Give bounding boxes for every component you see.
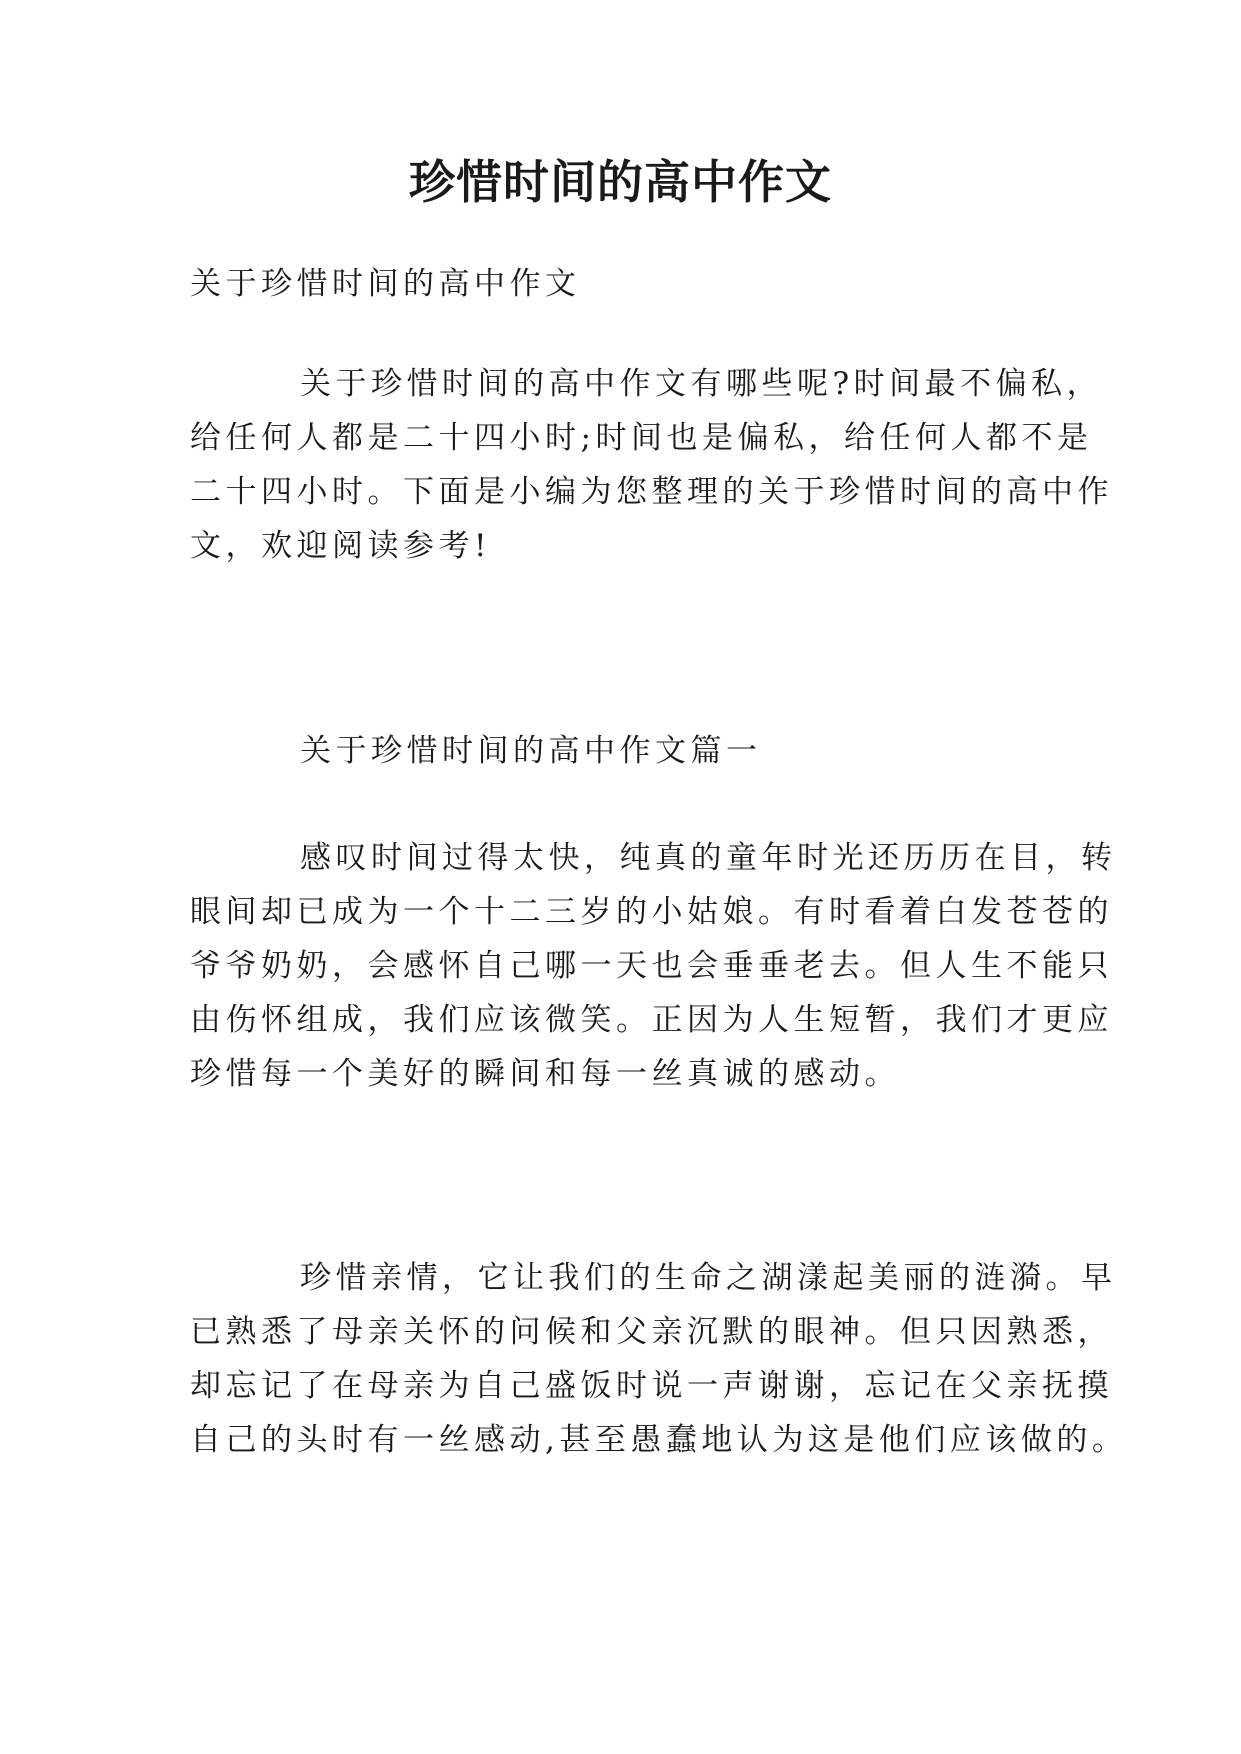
paragraph2-line: 珍惜亲情，它让我们的生命之湖漾起美丽的涟漪。早 bbox=[300, 1260, 1117, 1296]
paragraph1-line: 爷爷奶奶，会感怀自己哪一天也会垂垂老去。但人生不能只 bbox=[190, 948, 1113, 984]
document-title: 珍惜时间的高中作文 bbox=[409, 155, 832, 209]
paragraph2-line: 已熟悉了母亲关怀的问候和父亲沉默的眼神。但只因熟悉， bbox=[190, 1314, 1113, 1350]
paragraph2-line: 却忘记了在母亲为自己盛饭时说一声谢谢，忘记在父亲抚摸 bbox=[190, 1368, 1113, 1404]
paragraph1-line: 珍惜每一个美好的瞬间和每一丝真诚的感动。 bbox=[190, 1056, 900, 1092]
paragraph1-line: 眼间却已成为一个十二三岁的小姑娘。有时看着白发苍苍的 bbox=[190, 894, 1113, 930]
intro-line: 给任何人都是二十四小时;时间也是偏私，给任何人都不是 bbox=[190, 420, 1093, 456]
intro-line: 关于珍惜时间的高中作文有哪些呢?时间最不偏私， bbox=[300, 366, 1103, 402]
intro-line: 二十四小时。下面是小编为您整理的关于珍惜时间的高中作 bbox=[190, 474, 1113, 510]
paragraph2-line: 自己的头时有一丝感动,甚至愚蠢地认为这是他们应该做的。 bbox=[190, 1422, 1128, 1458]
document-subtitle: 关于珍惜时间的高中作文 bbox=[190, 266, 581, 302]
intro-line: 文，欢迎阅读参考! bbox=[190, 528, 491, 564]
paragraph1-line: 感叹时间过得太快，纯真的童年时光还历历在目，转 bbox=[300, 840, 1117, 876]
section-heading: 关于珍惜时间的高中作文篇一 bbox=[300, 733, 762, 769]
paragraph1-line: 由伤怀组成，我们应该微笑。正因为人生短暂，我们才更应 bbox=[190, 1002, 1113, 1038]
